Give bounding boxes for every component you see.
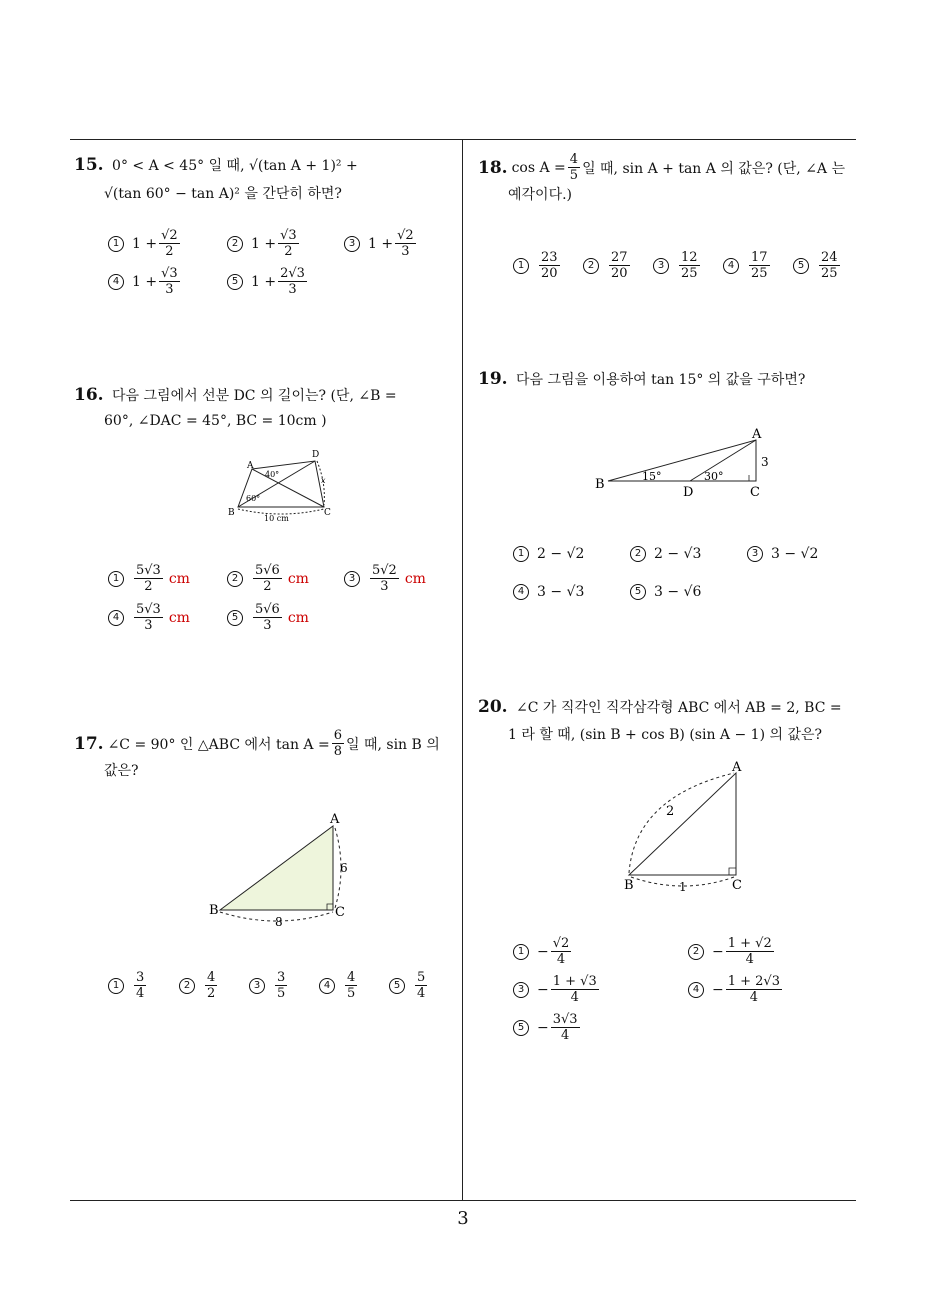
q16-label-c: C — [324, 508, 331, 518]
q17-line2: 값은? — [104, 763, 139, 779]
frac-den: 4 — [570, 990, 579, 1005]
frac-den: 3 — [165, 282, 174, 297]
frac-num: 17 — [751, 250, 768, 265]
q16-label-b: B — [228, 508, 235, 518]
option-mark: 4 — [723, 258, 739, 274]
option-mark: 2 — [583, 258, 599, 274]
option-mark: 3 — [344, 236, 360, 252]
frac-num: 5√6 — [255, 563, 280, 578]
q15-line2: √(tan 60° − tan A)² 을 간단히 하면? — [104, 186, 342, 202]
q18-option-2[interactable] — [583, 250, 632, 281]
frac-num: 3 — [136, 970, 145, 985]
unit-label: cm — [287, 609, 309, 626]
q17-tan-fraction — [332, 728, 344, 759]
option-fraction — [395, 228, 416, 259]
q20-right-angle — [729, 868, 736, 875]
frac-num: 1 + 2√3 — [727, 974, 780, 989]
q15-option-3[interactable] — [344, 228, 418, 259]
option-fraction — [551, 1012, 580, 1043]
option-sign: − — [537, 943, 549, 960]
frac-num: 4 — [569, 152, 579, 167]
q17-label-a: A — [330, 812, 340, 827]
frac-den: 5 — [569, 168, 579, 183]
frac-num: 5√2 — [372, 563, 397, 578]
q20-line1 — [478, 697, 842, 717]
frac-num: 4 — [347, 970, 356, 985]
option-fraction — [159, 266, 180, 297]
frac-num: 5 — [417, 970, 426, 985]
option-mark: 2 — [227, 571, 243, 587]
option-sign: − — [712, 943, 724, 960]
q18-line1 — [478, 152, 845, 183]
q19-option-2[interactable] — [630, 546, 701, 562]
option-fraction — [539, 250, 560, 281]
option-mark: 4 — [513, 584, 529, 600]
q16-option-5[interactable] — [227, 602, 309, 633]
option-mark: 1 — [108, 236, 124, 252]
frac-num: 12 — [681, 250, 698, 265]
q19-option-1[interactable] — [513, 546, 584, 562]
q17-line1 — [74, 728, 440, 759]
frac-num: 1 + √3 — [552, 974, 597, 989]
frac-num: 5√3 — [136, 602, 161, 617]
q16-angle-a: 40° — [265, 470, 280, 479]
frac-den: 4 — [561, 1028, 570, 1043]
q20-option-2[interactable] — [688, 936, 776, 967]
q19-triangle-abc — [608, 440, 756, 481]
option-fraction — [609, 250, 630, 281]
q19-label-b: B — [595, 477, 605, 492]
option-mark: 3 — [513, 982, 529, 998]
option-mark: 2 — [630, 546, 646, 562]
option-mark: 5 — [630, 584, 646, 600]
frac-den: 2 — [263, 579, 272, 594]
q15-option-1[interactable] — [108, 228, 182, 259]
unit-label: cm — [168, 570, 190, 587]
q19-label-a: A — [752, 427, 762, 442]
option-mark: 2 — [688, 944, 704, 960]
q17-label-c: C — [335, 905, 345, 920]
q19-option-3[interactable] — [747, 546, 818, 562]
option-fraction — [134, 563, 163, 594]
option-fraction — [749, 250, 770, 281]
option-sign: − — [712, 981, 724, 998]
q16-number: 16. — [74, 385, 104, 405]
q20-label-b: B — [624, 878, 634, 893]
q20-option-3[interactable] — [513, 974, 601, 1005]
frac-den: 4 — [417, 986, 426, 1001]
q16-bc-length: 10 cm — [264, 514, 289, 523]
frac-num: 3√3 — [552, 1012, 578, 1027]
q17-option-2[interactable] — [179, 970, 219, 1001]
option-mark: 2 — [179, 978, 195, 994]
q15-option-4[interactable] — [108, 266, 182, 297]
q20-option-1[interactable] — [513, 936, 573, 967]
option-fraction — [253, 563, 282, 594]
frac-num: 5√3 — [136, 563, 161, 578]
option-mark: 5 — [227, 274, 243, 290]
frac-den: 3 — [380, 579, 389, 594]
q20-option-4[interactable] — [688, 974, 784, 1005]
option-fraction — [278, 228, 299, 259]
frac-num: 3 — [277, 970, 286, 985]
option-mark: 3 — [249, 978, 265, 994]
option-fraction — [159, 228, 180, 259]
q16-figure — [222, 443, 342, 523]
option-fraction — [134, 602, 163, 633]
bottom-rule — [70, 1200, 856, 1201]
column-divider — [462, 139, 463, 1201]
option-text: 3 − √6 — [654, 584, 702, 600]
q17-option-3[interactable] — [249, 970, 289, 1001]
q19-angle-d: 30° — [704, 470, 724, 483]
frac-den: 5 — [347, 986, 356, 1001]
option-text: 3 − √2 — [771, 546, 819, 562]
frac-num: 5√6 — [255, 602, 280, 617]
q16-angle-b: 60° — [246, 494, 261, 503]
frac-num: √3 — [280, 228, 297, 243]
q17-option-5[interactable] — [389, 970, 429, 1001]
q19-text1: 다음 그림을 이용하여 tan 15° 의 값을 구하면? — [516, 372, 806, 388]
q20-triangle — [629, 773, 736, 875]
option-whole: 1 + — [132, 273, 158, 290]
q19-number: 19. — [478, 369, 508, 389]
q19-figure — [592, 424, 777, 500]
q17-triangle — [220, 826, 333, 910]
frac-den: 3 — [263, 618, 272, 633]
q16-line2: 60°, ∠DAC = 45°, BC = 10cm ) — [104, 413, 327, 429]
frac-den: 2 — [207, 986, 216, 1001]
q18-text1a: cos A = — [511, 159, 566, 176]
option-fraction — [253, 602, 282, 633]
option-fraction — [205, 970, 217, 1001]
option-whole: 1 + — [251, 273, 277, 290]
option-mark: 4 — [108, 610, 124, 626]
q20-label-c: C — [732, 878, 742, 893]
frac-num: 23 — [541, 250, 558, 265]
q20-ab-length: 2 — [666, 804, 675, 819]
option-fraction — [679, 250, 700, 281]
page-number: 3 — [457, 1208, 469, 1229]
option-whole: 1 + — [368, 235, 394, 252]
q18-text1b: 일 때, sin A + tan A 의 값은? (단, ∠A 는 — [582, 160, 846, 177]
q15-option-2[interactable] — [227, 228, 301, 259]
frac-num: 2√3 — [280, 266, 305, 281]
option-fraction — [275, 970, 287, 1001]
q20-ab-arc — [629, 773, 734, 873]
q18-option-1[interactable] — [513, 250, 562, 281]
q19-ac-length: 3 — [761, 455, 769, 469]
option-mark: 4 — [319, 978, 335, 994]
q20-number: 20. — [478, 697, 508, 717]
option-mark: 1 — [513, 944, 529, 960]
q17-text1b: 일 때, sin B 의 — [346, 736, 440, 753]
option-text: 2 − √2 — [537, 546, 585, 562]
option-mark: 2 — [227, 236, 243, 252]
q17-bc-length: 8 — [275, 915, 283, 929]
unit-label: cm — [287, 570, 309, 587]
q18-cos-fraction — [568, 152, 580, 183]
option-mark: 3 — [344, 571, 360, 587]
frac-den: 3 — [288, 282, 297, 297]
option-fraction — [551, 974, 599, 1005]
q16-option-3[interactable] — [344, 563, 426, 594]
option-mark: 1 — [108, 571, 124, 587]
q15-number: 15. — [74, 155, 104, 175]
q16-x-label: x — [321, 476, 326, 485]
q20-label-a: A — [732, 760, 742, 775]
frac-den: 25 — [821, 266, 838, 281]
frac-den: 25 — [751, 266, 768, 281]
option-mark: 3 — [747, 546, 763, 562]
q15-text1: 0° < A < 45° 일 때, √(tan A + 1)² + — [112, 158, 358, 174]
option-mark: 1 — [513, 546, 529, 562]
q19-label-c: C — [750, 485, 760, 500]
q16-line1 — [74, 385, 397, 405]
unit-label: cm — [168, 609, 190, 626]
q20-bc-length: 1 — [679, 880, 687, 894]
option-fraction — [726, 974, 782, 1005]
q16-option-2[interactable] — [227, 563, 309, 594]
unit-label: cm — [404, 570, 426, 587]
q19-line1 — [478, 369, 805, 389]
q19-option-4[interactable] — [513, 584, 584, 600]
frac-den: 2 — [284, 244, 293, 259]
option-mark: 3 — [653, 258, 669, 274]
option-mark: 5 — [227, 610, 243, 626]
q18-option-3[interactable] — [653, 250, 702, 281]
option-fraction — [370, 563, 399, 594]
q17-label-b: B — [209, 903, 219, 918]
frac-num: 27 — [611, 250, 628, 265]
frac-num: 6 — [333, 728, 342, 743]
frac-den: 4 — [136, 986, 145, 1001]
frac-num: √3 — [161, 266, 178, 281]
top-rule — [70, 139, 856, 140]
option-sign: − — [537, 1019, 549, 1036]
frac-den: 3 — [144, 618, 153, 633]
option-mark: 5 — [389, 978, 405, 994]
q17-text1a: ∠C = 90° 인 △ABC 에서 tan A = — [107, 736, 330, 753]
frac-den: 8 — [333, 744, 342, 759]
frac-den: 2 — [165, 244, 174, 259]
option-mark: 4 — [108, 274, 124, 290]
frac-num: √2 — [161, 228, 178, 243]
q16-option-4[interactable] — [108, 602, 190, 633]
q16-label-d: D — [312, 450, 320, 460]
q16-text1: 다음 그림에서 선분 DC 의 길이는? (단, ∠B = — [112, 388, 397, 404]
q20-text1: ∠C 가 직각인 직각삼각형 ABC 에서 AB = 2, BC = — [516, 700, 842, 716]
option-mark: 5 — [793, 258, 809, 274]
q19-angle-b: 15° — [642, 470, 662, 483]
q16-diagonal-ac — [252, 469, 324, 507]
option-mark: 4 — [688, 982, 704, 998]
q20-line2: 1 라 할 때, (sin B + cos B) (sin A − 1) 의 값은? — [508, 727, 823, 743]
frac-den: 25 — [681, 266, 698, 281]
option-mark: 1 — [513, 258, 529, 274]
frac-num: 4 — [207, 970, 216, 985]
option-whole: 1 + — [132, 235, 158, 252]
q20-figure — [615, 757, 755, 897]
q18-option-5[interactable] — [793, 250, 842, 281]
q17-ac-length: 6 — [340, 861, 348, 875]
q19-label-d: D — [683, 485, 694, 500]
q19-option-5[interactable] — [630, 584, 701, 600]
option-fraction — [415, 970, 427, 1001]
option-text: 3 − √3 — [537, 584, 585, 600]
frac-den: 20 — [541, 266, 558, 281]
option-mark: 1 — [108, 978, 124, 994]
frac-num: √2 — [397, 228, 414, 243]
option-sign: − — [537, 981, 549, 998]
frac-den: 4 — [749, 990, 758, 1005]
option-fraction — [278, 266, 307, 297]
frac-den: 5 — [277, 986, 286, 1001]
option-fraction — [551, 936, 572, 967]
frac-num: 24 — [821, 250, 838, 265]
q15-line1 — [74, 155, 358, 175]
q17-option-4[interactable] — [319, 970, 359, 1001]
frac-den: 3 — [401, 244, 410, 259]
option-fraction — [819, 250, 840, 281]
q15-option-5[interactable] — [227, 266, 309, 297]
q17-figure — [205, 808, 355, 930]
option-fraction — [345, 970, 357, 1001]
option-text: 2 − √3 — [654, 546, 702, 562]
q16-option-1[interactable] — [108, 563, 190, 594]
frac-den: 4 — [556, 952, 566, 967]
q18-option-4[interactable] — [723, 250, 772, 281]
q17-number: 17. — [74, 733, 104, 754]
frac-den: 2 — [144, 579, 153, 594]
frac-num: √2 — [552, 936, 570, 951]
frac-den: 20 — [611, 266, 628, 281]
option-mark: 5 — [513, 1020, 529, 1036]
option-fraction — [134, 970, 146, 1001]
option-whole: 1 + — [251, 235, 277, 252]
q18-number: 18. — [478, 157, 508, 178]
option-fraction — [726, 936, 774, 967]
q16-label-a: A — [247, 461, 254, 471]
frac-den: 4 — [745, 952, 754, 967]
q18-line2: 예각이다.) — [508, 187, 573, 203]
q17-option-1[interactable] — [108, 970, 148, 1001]
q20-option-5[interactable] — [513, 1012, 582, 1043]
frac-num: 1 + √2 — [727, 936, 772, 951]
